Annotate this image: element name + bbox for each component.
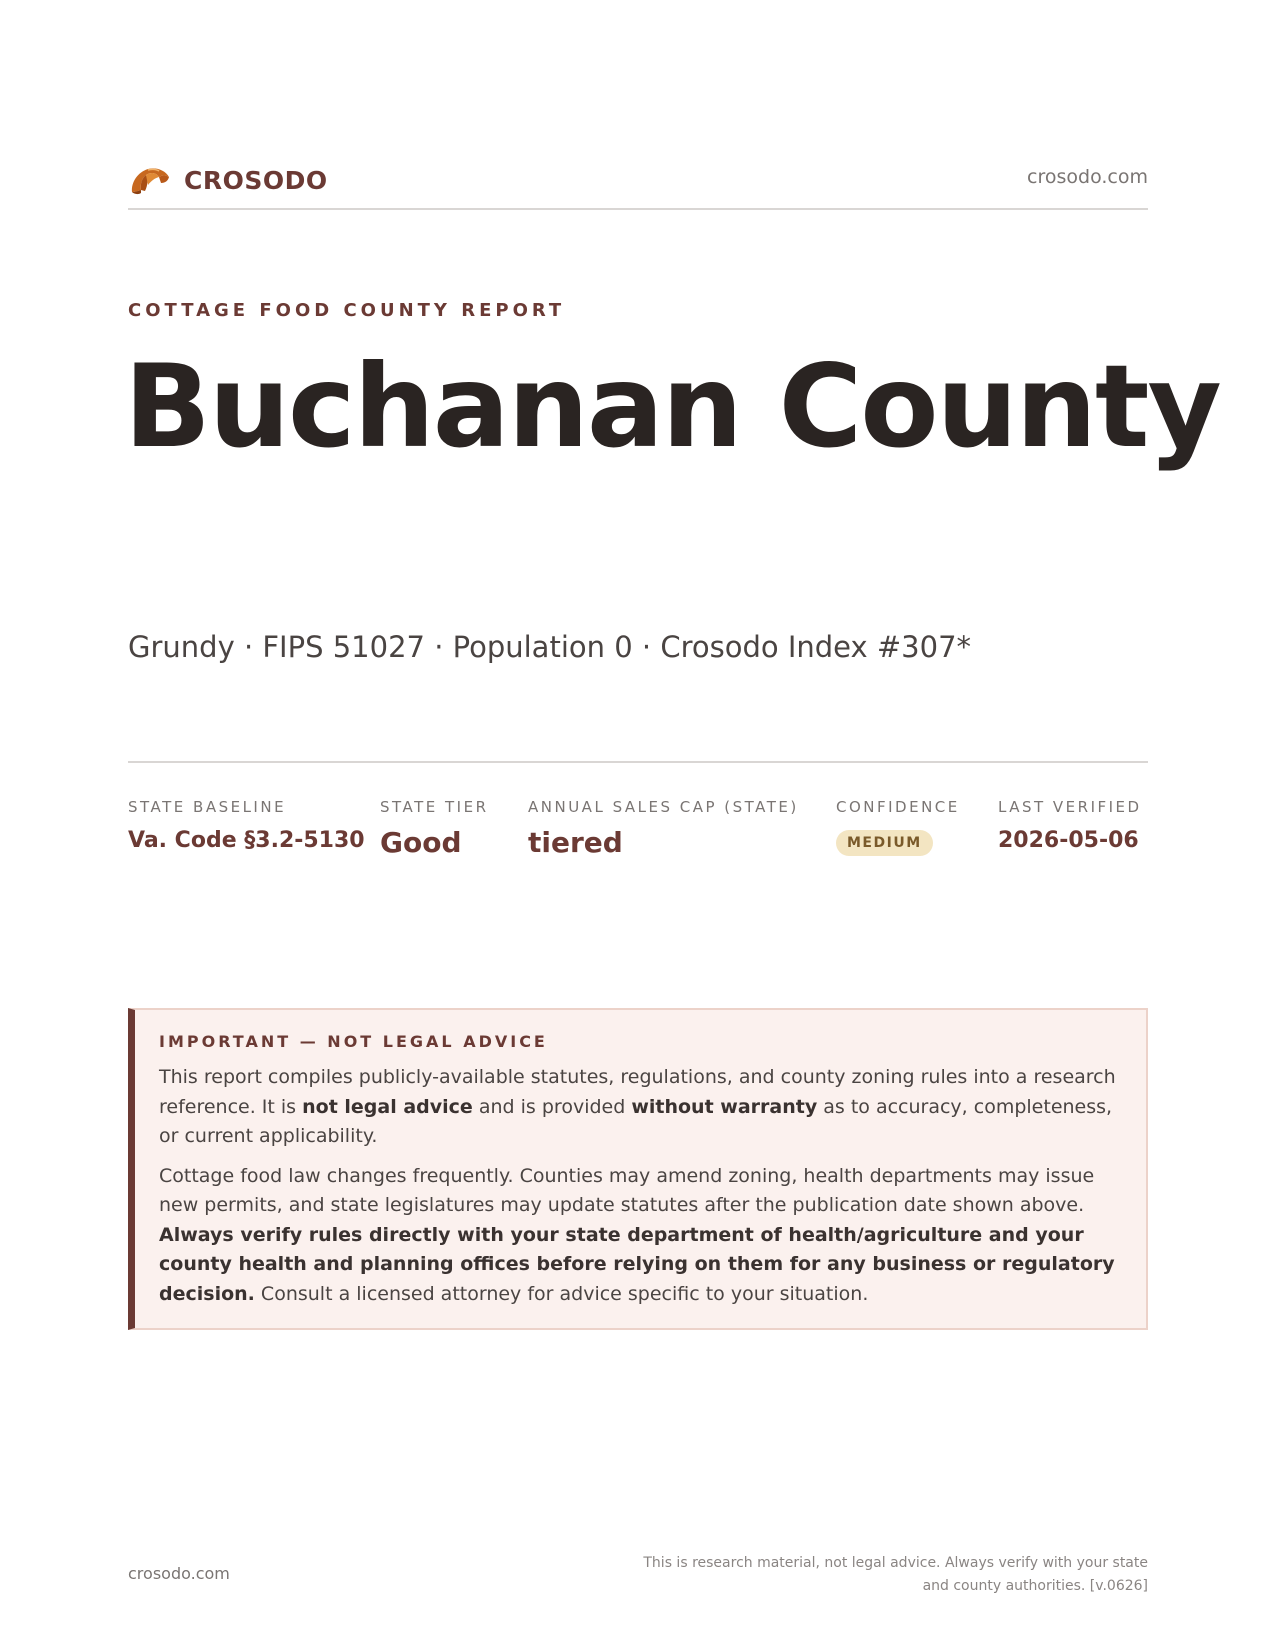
header-site-link[interactable]: crosodo.com bbox=[1027, 166, 1148, 188]
stat-value: Good bbox=[380, 826, 462, 859]
notice-text: This report compiles publicly-available statutes, regulations, and county zoning rules into a research reference. It is bbox=[159, 1066, 1116, 1118]
notice-paragraph bbox=[159, 1063, 1120, 1152]
notice-emphasis: Always verify rules directly with your state department of health/agriculture and your county health and planning offices before relying on them for any business or regulatory decision. bbox=[159, 1223, 1115, 1305]
report-page bbox=[124, 0, 1220, 1650]
legal-notice bbox=[128, 1008, 1148, 1330]
stat-value: 2026-05-06 bbox=[998, 828, 1139, 853]
stat-label: ANNUAL SALES CAP (STATE) bbox=[528, 798, 799, 816]
stat-value: Va. Code §3.2-5130 bbox=[128, 828, 365, 853]
page-title: Buchanan County bbox=[124, 340, 1220, 473]
notice-text: Consult a licensed attorney for advice specific to your situation. bbox=[254, 1282, 869, 1305]
report-subtitle: Grundy · FIPS 51027 · Population 0 · Crosodo Index #307* bbox=[128, 630, 972, 664]
brand-name: CROSODO bbox=[184, 165, 328, 195]
footer-disclaimer-line: and county authorities. [v.0626] bbox=[922, 1578, 1148, 1594]
stat-confidence bbox=[836, 798, 960, 856]
divider bbox=[128, 761, 1148, 763]
notice-text: Cottage food law changes frequently. Counties may amend zoning, health departments may issue new permits, and state legislatures may update statutes after the publication date shown above. bbox=[159, 1164, 1095, 1216]
croissant-icon bbox=[128, 160, 172, 200]
page-header bbox=[128, 158, 1148, 210]
stats-row bbox=[128, 798, 1148, 868]
notice-text: as to accuracy, completeness, or current applicability. bbox=[159, 1095, 1113, 1147]
stat-last-verified bbox=[998, 798, 1142, 853]
stat-sales-cap bbox=[528, 798, 799, 859]
stat-label: CONFIDENCE bbox=[836, 798, 960, 816]
stat-state-tier bbox=[380, 798, 489, 859]
brand[interactable] bbox=[128, 160, 328, 200]
stat-label: LAST VERIFIED bbox=[998, 798, 1142, 816]
stat-state-baseline bbox=[128, 798, 365, 853]
stat-label: STATE TIER bbox=[380, 798, 489, 816]
stat-value: tiered bbox=[528, 826, 623, 859]
notice-heading: IMPORTANT — NOT LEGAL ADVICE bbox=[159, 1032, 548, 1051]
footer-disclaimer-line: This is research material, not legal advice. Always verify with your state bbox=[643, 1555, 1148, 1571]
notice-emphasis: not legal advice bbox=[302, 1095, 473, 1118]
stat-label: STATE BASELINE bbox=[128, 798, 287, 816]
notice-paragraph bbox=[159, 1162, 1120, 1310]
report-eyebrow: COTTAGE FOOD COUNTY REPORT bbox=[128, 300, 566, 321]
status-badge: MEDIUM bbox=[836, 830, 933, 856]
footer-disclaimer bbox=[628, 1552, 1148, 1598]
notice-text: and is provided bbox=[472, 1095, 632, 1118]
footer-site-link[interactable]: crosodo.com bbox=[128, 1564, 230, 1583]
notice-emphasis: without warranty bbox=[631, 1095, 818, 1118]
